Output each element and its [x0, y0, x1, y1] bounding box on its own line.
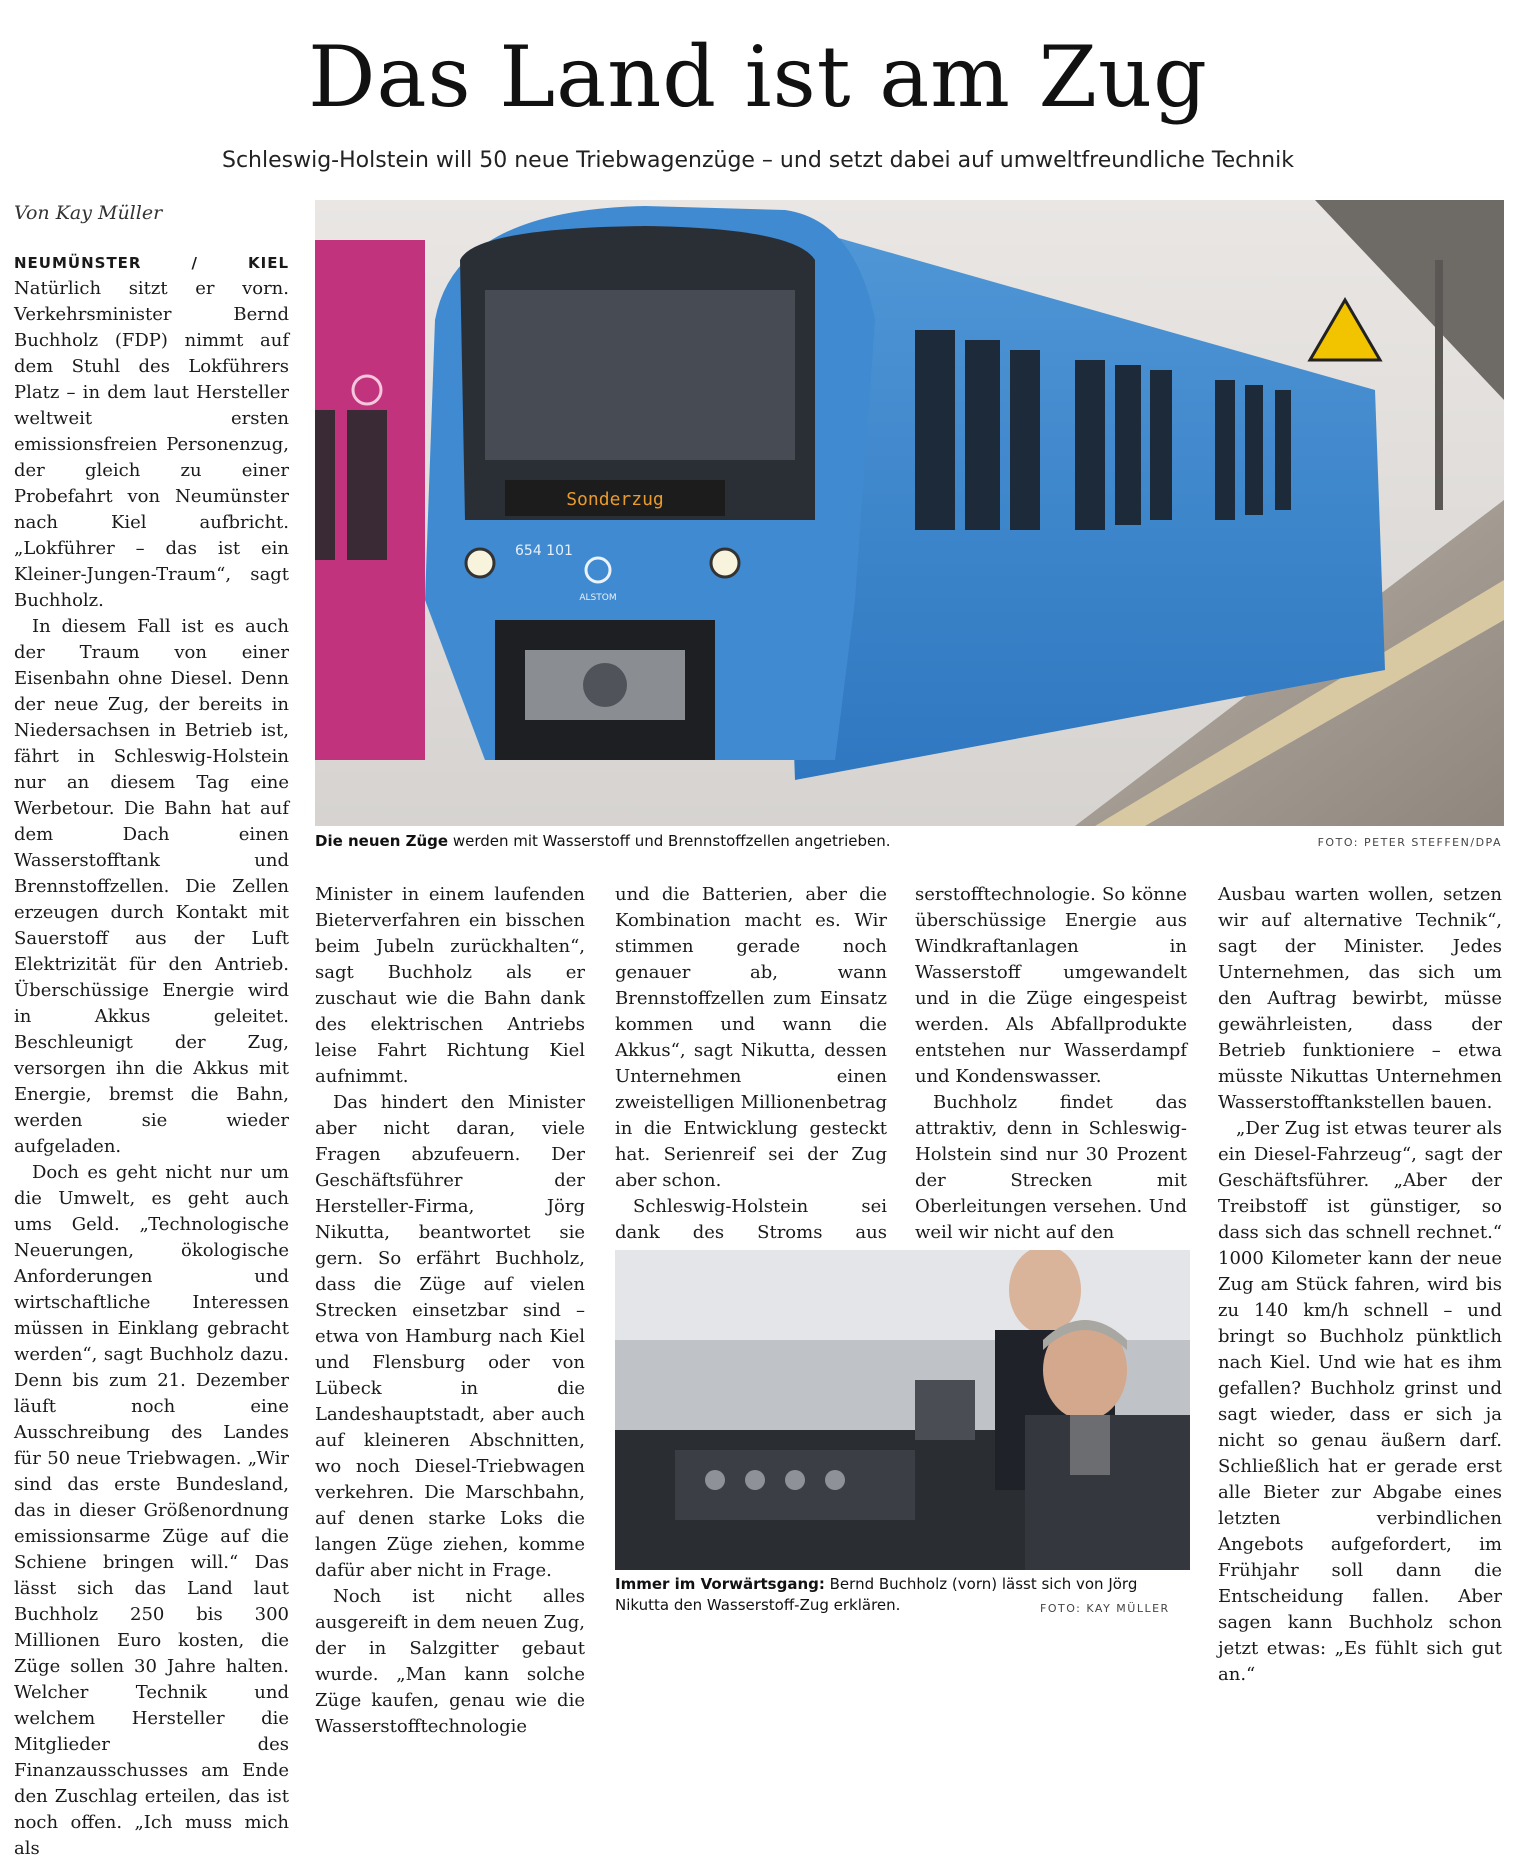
main-caption-lead: Die neuen Züge: [315, 832, 449, 850]
cab-caption-lead: Immer im Vorwärtsgang:: [615, 1575, 825, 1593]
cab-photo: [615, 1250, 1190, 1570]
brand-logo: ALSTOM: [579, 593, 617, 603]
main-photo-caption: [315, 831, 1215, 852]
col2-p1: Minister in einem laufenden Bieterverfahren ein bisschen beim Jubeln zurückhalten“, sagt Buchholz als er zuschaut wie die Bahn dank des elektrischen Antriebs leise Fahrt Richtung Kiel aufnimmt.: [315, 884, 585, 1087]
main-photo-credit: FOTO: PETER STEFFEN/DPA: [1317, 836, 1502, 849]
column-1: [14, 250, 289, 1862]
cab-photo-credit: FOTO: KAY MÜLLER: [1040, 1602, 1170, 1615]
dateline: NEUMÜNSTER / KIEL: [14, 254, 289, 272]
col1-p1: Natürlich sitzt er vorn. Verkehrsminister Bernd Buchholz (FDP) nimmt auf dem Stuhl des Lokführers Platz – in dem laut Hersteller weltweit ersten emissionsfreien Personenzug, der gleich zu einer Probefahrt von Neumünster nach Kiel aufbricht. „Lokführer – das ist ein Kleiner-Jungen-Traum“, sagt Buchholz.: [14, 278, 289, 611]
col4-p2: Buchholz findet das attraktiv, denn in Schleswig-Holstein sind nur 30 Prozent der Strecken mit Oberleitungen versehen. Und weil wir nicht auf den: [915, 1092, 1187, 1243]
col1-p3: Doch es geht nicht nur um die Umwelt, es geht auch ums Geld. „Technologische Neuerungen, ökologische Anforderungen und wirtschaftliche Interessen müssen in Einklang gebracht werden“, sagt Buchholz dazu. Denn bis zum 21. Dezember läuft noch eine Ausschreibung des Landes für 50 neue Triebwagen. „Wir sind das erste Bundesland, das in dieser Größenordnung emissionsarme Züge auf die Schiene bringen will.“ Das lässt sich das Land laut Buchholz 250 bis 300 Millionen Euro kosten, die Züge sollen 30 Jahre halten. Welcher Technik und welchem Hersteller die Mitglieder des Finanzausschusses am Ende den Zuschlag erteilen, das ist noch offen. „Ich muss mich als: [14, 1162, 289, 1859]
destination-display: Sonderzug: [566, 489, 664, 510]
col1-p2: In diesem Fall ist es auch der Traum von einer Eisenbahn ohne Diesel. Denn der neue Zug, der bereits in Niedersachsen in Betrieb ist, fährt in Schleswig-Holstein nur an diesem Tag eine Werbetour. Die Bahn hat auf dem Dach einen Wasserstofftank und Brennstoffzellen. Die Zellen erzeugen durch Kontakt mit Sauerstoff aus der Luft Elektrizität für den Antrieb. Überschüssige Energie wird in Akkus geleitet. Beschleunigt der Zug, versorgen ihn die Akkus mit Energie, bremst die Bahn, werden sie wieder aufgeladen.: [14, 616, 289, 1157]
column-5: [1218, 882, 1502, 1688]
col5-p2: „Der Zug ist etwas teurer als ein Diesel-Fahrzeug“, sagt der Geschäftsführer. „Aber der Treibstoff ist günstiger, so dass sich das schnell rechnet.“ 1000 Kilometer kann der neue Zug am Stück fahren, wird bis zu 140 km/h schnell – und bringt so Buchholz pünktlich nach Kiel. Und wie hat es ihm gefallen? Buchholz grinst und sagt wieder, dass er sich ja nicht so genau äußern darf. Schließlich hat er gerade erst alle Bieter zur Abgabe eines letzten verbindlichen Angebots aufgefordert, im Frühjahr soll dann die Entscheidung fallen. Aber sagen kann Buchholz schon jetzt etwas: „Es fühlt sich gut an.“: [1218, 1118, 1502, 1685]
col3-p2: Schleswig-Holstein sei dank des Stroms aus: [615, 1196, 887, 1243]
main-caption-text: werden mit Wasserstoff und Brennstoffzellen angetrieben.: [448, 832, 891, 850]
col2-p2: Das hindert den Minister aber nicht daran, viele Fragen abzufeuern. Der Geschäftsführer der Hersteller-Firma, Jörg Nikutta, beantwortet sie gern. So erfährt Buchholz, dass die Züge auf vielen Strecken einsetzbar sind – etwa von Hamburg nach Kiel und Flensburg oder von Lübeck in die Landeshauptstadt, aber auch auf kleineren Abschnitten, wo noch Diesel-Triebwagen verkehren. Die Marschbahn, auf denen starke Loks die langen Züge ziehen, komme dafür aber nicht in Frage.: [315, 1092, 585, 1581]
car-number: 654 101: [515, 543, 573, 559]
byline: Von Kay Müller: [14, 202, 163, 224]
subheadline: Schleswig-Holstein will 50 neue Triebwagenzüge – und setzt dabei auf umweltfreundliche Technik: [222, 148, 1294, 173]
column-2: [315, 882, 585, 1740]
col4-p1: serstofftechnologie. So könne überschüssige Energie aus Windkraftanlagen in Wasserstoff umgewandelt und in die Züge eingespeist werden. Als Abfallprodukte entstehen nur Wasserdampf und Kondenswasser.: [915, 884, 1187, 1087]
main-train-photo: [315, 200, 1504, 826]
col2-p3: Noch ist nicht alles ausgereift in dem neuen Zug, der in Salzgitter gebaut wurde. „Man kann solche Züge kaufen, genau wie die Wasserstofftechnologie: [315, 1586, 585, 1737]
column-3: [615, 882, 887, 1298]
col5-p1: Ausbau warten wollen, setzen wir auf alternative Technik“, sagt der Minister. Jedes Unternehmen, das sich um den Auftrag bewirbt, müsse gewährleisten, dass der Betrieb funktioniere – etwa müsste Nikuttas Unternehmen Wasserstofftankstellen bauen.: [1218, 884, 1502, 1113]
column-4: [915, 882, 1187, 1246]
col3-p1: und die Batterien, aber die Kombination macht es. Wir stimmen gerade noch genauer ab, wann Brennstoffzellen zum Einsatz kommen und wann die Akkus“, sagt Nikutta, dessen Unternehmen einen zweistelligen Millionenbetrag in die Entwicklung gesteckt hat. Serienreif sei der Zug aber schon.: [615, 884, 887, 1191]
headline: Das Land ist am Zug: [308, 28, 1208, 126]
cab-caption-text: Bernd Buchholz (vorn) lässt sich von Jörg Nikutta den Wasserstoff-Zug erklären.: [615, 1575, 1138, 1614]
